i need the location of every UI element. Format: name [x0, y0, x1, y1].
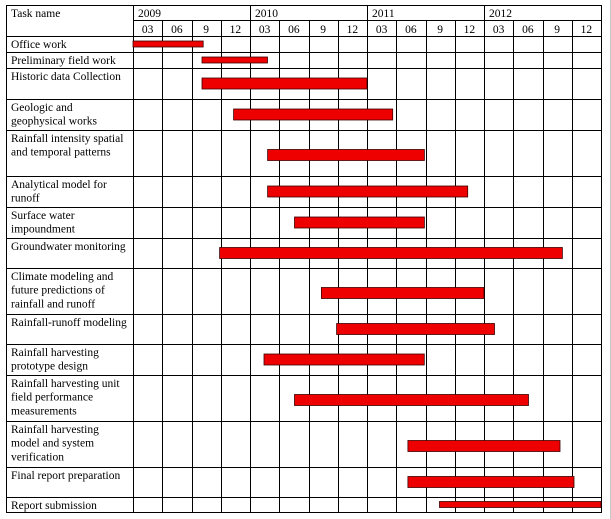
task-name: Office work — [11, 39, 67, 51]
year-label: 2011 — [372, 8, 395, 20]
task-bar — [202, 78, 367, 89]
task-name: Rainfall harvesting prototype design — [11, 347, 99, 373]
month-tick-label: 12 — [580, 24, 593, 36]
task-bar — [133, 41, 203, 47]
month-tick-label: 12 — [346, 24, 359, 36]
month-tick-label: 12 — [463, 24, 476, 36]
task-bar — [264, 354, 424, 365]
month-tick-label: 03 — [492, 24, 505, 36]
task-name: Rainfall intensity spatial and temporal patterns — [11, 133, 124, 159]
task-bar — [202, 57, 268, 63]
task-name: Final report preparation — [11, 470, 121, 482]
month-tick-label: 03 — [258, 24, 271, 36]
month-tick-label: 03 — [375, 24, 388, 36]
task-bar — [268, 186, 468, 197]
year-label: 2010 — [255, 8, 278, 20]
task-bar — [220, 248, 563, 259]
task-name: Historic data Collection — [11, 71, 121, 83]
month-tick-label: 9 — [320, 24, 326, 36]
task-bar — [408, 477, 574, 488]
task-name: Rainfall harvesting unit field performance measurements — [11, 378, 120, 418]
month-tick-label: 9 — [203, 24, 209, 36]
task-bar — [234, 109, 393, 120]
task-name: Geologic and geophysical works — [11, 102, 97, 128]
month-tick-label: 06 — [171, 24, 183, 36]
header-task-name: Task name — [11, 8, 61, 20]
task-bar — [337, 324, 495, 335]
month-tick-label: 06 — [405, 24, 417, 36]
task-bar — [408, 441, 560, 452]
task-name: Groundwater monitoring — [11, 241, 126, 253]
task-name: Surface water impoundment — [11, 210, 75, 236]
month-tick-label: 12 — [229, 24, 242, 36]
task-bar — [295, 217, 425, 228]
task-name: Report submission — [11, 500, 97, 512]
month-tick-label: 9 — [554, 24, 560, 36]
task-name: Rainfall harvesting model and system verification — [11, 424, 99, 464]
task-name: Climate modeling and future predictions of rainfall and runoff — [11, 271, 114, 311]
task-name: Preliminary field work — [11, 55, 116, 67]
task-name: Rainfall-runoff modeling — [11, 317, 127, 329]
task-bar — [321, 288, 484, 299]
task-bar — [440, 502, 602, 508]
month-tick-label: 06 — [288, 24, 300, 36]
month-tick-label: 9 — [437, 24, 443, 36]
task-name: Analytical model for runoff — [11, 179, 107, 205]
year-label: 2009 — [138, 8, 161, 20]
task-bar — [268, 150, 425, 161]
year-label: 2012 — [489, 8, 512, 20]
month-tick-label: 03 — [141, 24, 154, 36]
task-bar — [295, 395, 529, 406]
month-tick-label: 06 — [522, 24, 534, 36]
